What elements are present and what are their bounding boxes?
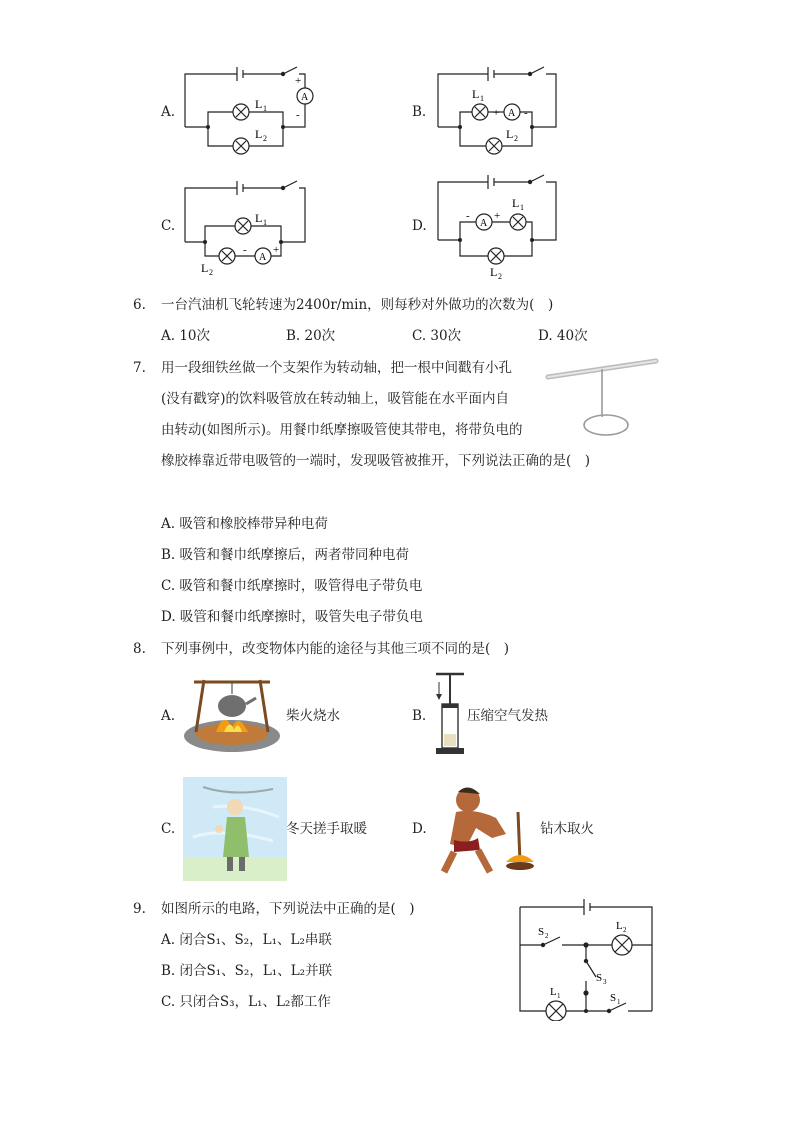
q8-stem: 下列事例中，改变物体内能的途径与其他三项不同的是( ) [161, 641, 510, 657]
circuit-diagram-b [430, 62, 570, 162]
q7-number: 7. [133, 360, 146, 376]
svg-text:2: 2 [498, 272, 502, 281]
svg-text:S: S [538, 926, 545, 938]
air-compression-piston-illustration [430, 668, 470, 760]
campfire-kettle-illustration [182, 670, 282, 756]
svg-text:2: 2 [623, 926, 627, 934]
option-b-label: B. [412, 104, 427, 120]
svg-text:-: - [243, 244, 247, 256]
q8-option-c-caption: 冬天搓手取暖 [286, 821, 367, 837]
svg-text:A: A [480, 218, 488, 229]
q7-stem-line-4: 橡胶棒靠近带电吸管的一端时，发现吸管被推开，下列说法正确的是( ) [161, 453, 591, 469]
q6-stem: 一台汽油机飞轮转速为2400r/min，则每秒对外做功的次数为( ) [161, 297, 554, 313]
q6-number: 6. [133, 297, 146, 313]
svg-text:2: 2 [209, 268, 213, 276]
svg-text:1: 1 [263, 218, 267, 227]
drilling-wood-fire-illustration [436, 778, 536, 878]
svg-text:L: L [506, 127, 514, 141]
svg-text:1: 1 [557, 992, 561, 1000]
svg-text:+: + [273, 244, 280, 256]
circuit-diagram-a [175, 62, 325, 162]
svg-text:L: L [490, 265, 498, 279]
rubbing-hands-winter-illustration [183, 777, 287, 881]
q8-option-c-letter: C. [161, 821, 176, 837]
svg-text:S: S [596, 972, 603, 984]
svg-text:2: 2 [545, 932, 549, 940]
q7-option-c: C. 吸管和餐巾纸摩擦时，吸管得电子带负电 [161, 578, 423, 594]
q9-number: 9. [133, 901, 146, 917]
q9-option-c: C. 只闭合S₃，L₁、L₂都工作 [161, 994, 331, 1010]
straw-on-pivot-illustration [540, 355, 660, 440]
svg-text:-: - [296, 109, 300, 121]
svg-text:2: 2 [263, 134, 267, 143]
svg-text:2: 2 [514, 134, 518, 143]
q6-option-c: C. 30次 [412, 328, 462, 344]
svg-text:A: A [508, 108, 516, 119]
svg-text:L: L [472, 87, 480, 101]
q7-stem-line-1: 用一段细铁丝做一个支架作为转动轴，把一根中间戳有小孔 [161, 360, 512, 376]
svg-text:+: + [493, 107, 500, 119]
q8-option-a-letter: A. [161, 708, 176, 724]
svg-text:+: + [295, 75, 302, 87]
q7-option-a: A. 吸管和橡胶棒带异种电荷 [161, 516, 328, 532]
svg-text:3: 3 [603, 978, 607, 986]
q8-number: 8. [133, 641, 146, 657]
svg-text:1: 1 [480, 94, 484, 103]
q7-stem-line-2: (没有戳穿)的饮料吸管放在转动轴上，吸管能在水平面内自 [161, 391, 510, 407]
q9-option-b: B. 闭合S₁、S₂，L₁、L₂并联 [161, 963, 333, 979]
option-c-label: C. [161, 218, 176, 234]
q6-option-a: A. 10次 [161, 328, 211, 344]
q8-option-d-letter: D. [412, 821, 427, 837]
svg-text:-: - [466, 210, 470, 222]
svg-text:+: + [494, 210, 501, 222]
q8-option-a-caption: 柴火烧水 [286, 708, 340, 724]
svg-text:L: L [201, 261, 209, 275]
circuit-diagram-c [175, 176, 325, 276]
q6-option-b: B. 20次 [286, 328, 336, 344]
svg-text:L: L [616, 920, 623, 932]
svg-text:L: L [255, 211, 263, 225]
ammeter-a-letter: A [301, 92, 309, 103]
svg-text:L: L [255, 97, 263, 111]
q9-option-a: A. 闭合S₁、S₂，L₁、L₂串联 [161, 932, 332, 948]
circuit-diagram-d [430, 170, 570, 282]
svg-text:S: S [610, 992, 617, 1004]
q7-option-b: B. 吸管和餐巾纸摩擦后，两者带同种电荷 [161, 547, 410, 563]
q9-stem: 如图所示的电路，下列说法中正确的是( ) [161, 901, 415, 917]
q7-option-d: D. 吸管和餐巾纸摩擦时，吸管失电子带负电 [161, 609, 423, 625]
svg-text:A: A [259, 252, 267, 263]
svg-text:L: L [512, 196, 520, 210]
svg-text:1: 1 [263, 104, 267, 113]
svg-text:L: L [255, 127, 263, 141]
q8-option-b-caption: 压缩空气发热 [467, 708, 548, 724]
q8-option-b-letter: B. [412, 708, 427, 724]
q6-option-d: D. 40次 [538, 328, 588, 344]
svg-text:1: 1 [617, 998, 621, 1006]
option-a-label: A. [161, 104, 176, 120]
svg-text:-: - [524, 107, 528, 119]
q8-option-d-caption: 钻木取火 [540, 821, 594, 837]
q7-stem-line-3: 由转动(如图所示)。用餐巾纸摩擦吸管使其带电，将带负电的 [161, 422, 523, 438]
option-d-label: D. [412, 218, 427, 234]
svg-text:L: L [550, 986, 557, 998]
svg-text:1: 1 [520, 203, 524, 212]
q9-circuit-diagram [512, 895, 662, 1021]
